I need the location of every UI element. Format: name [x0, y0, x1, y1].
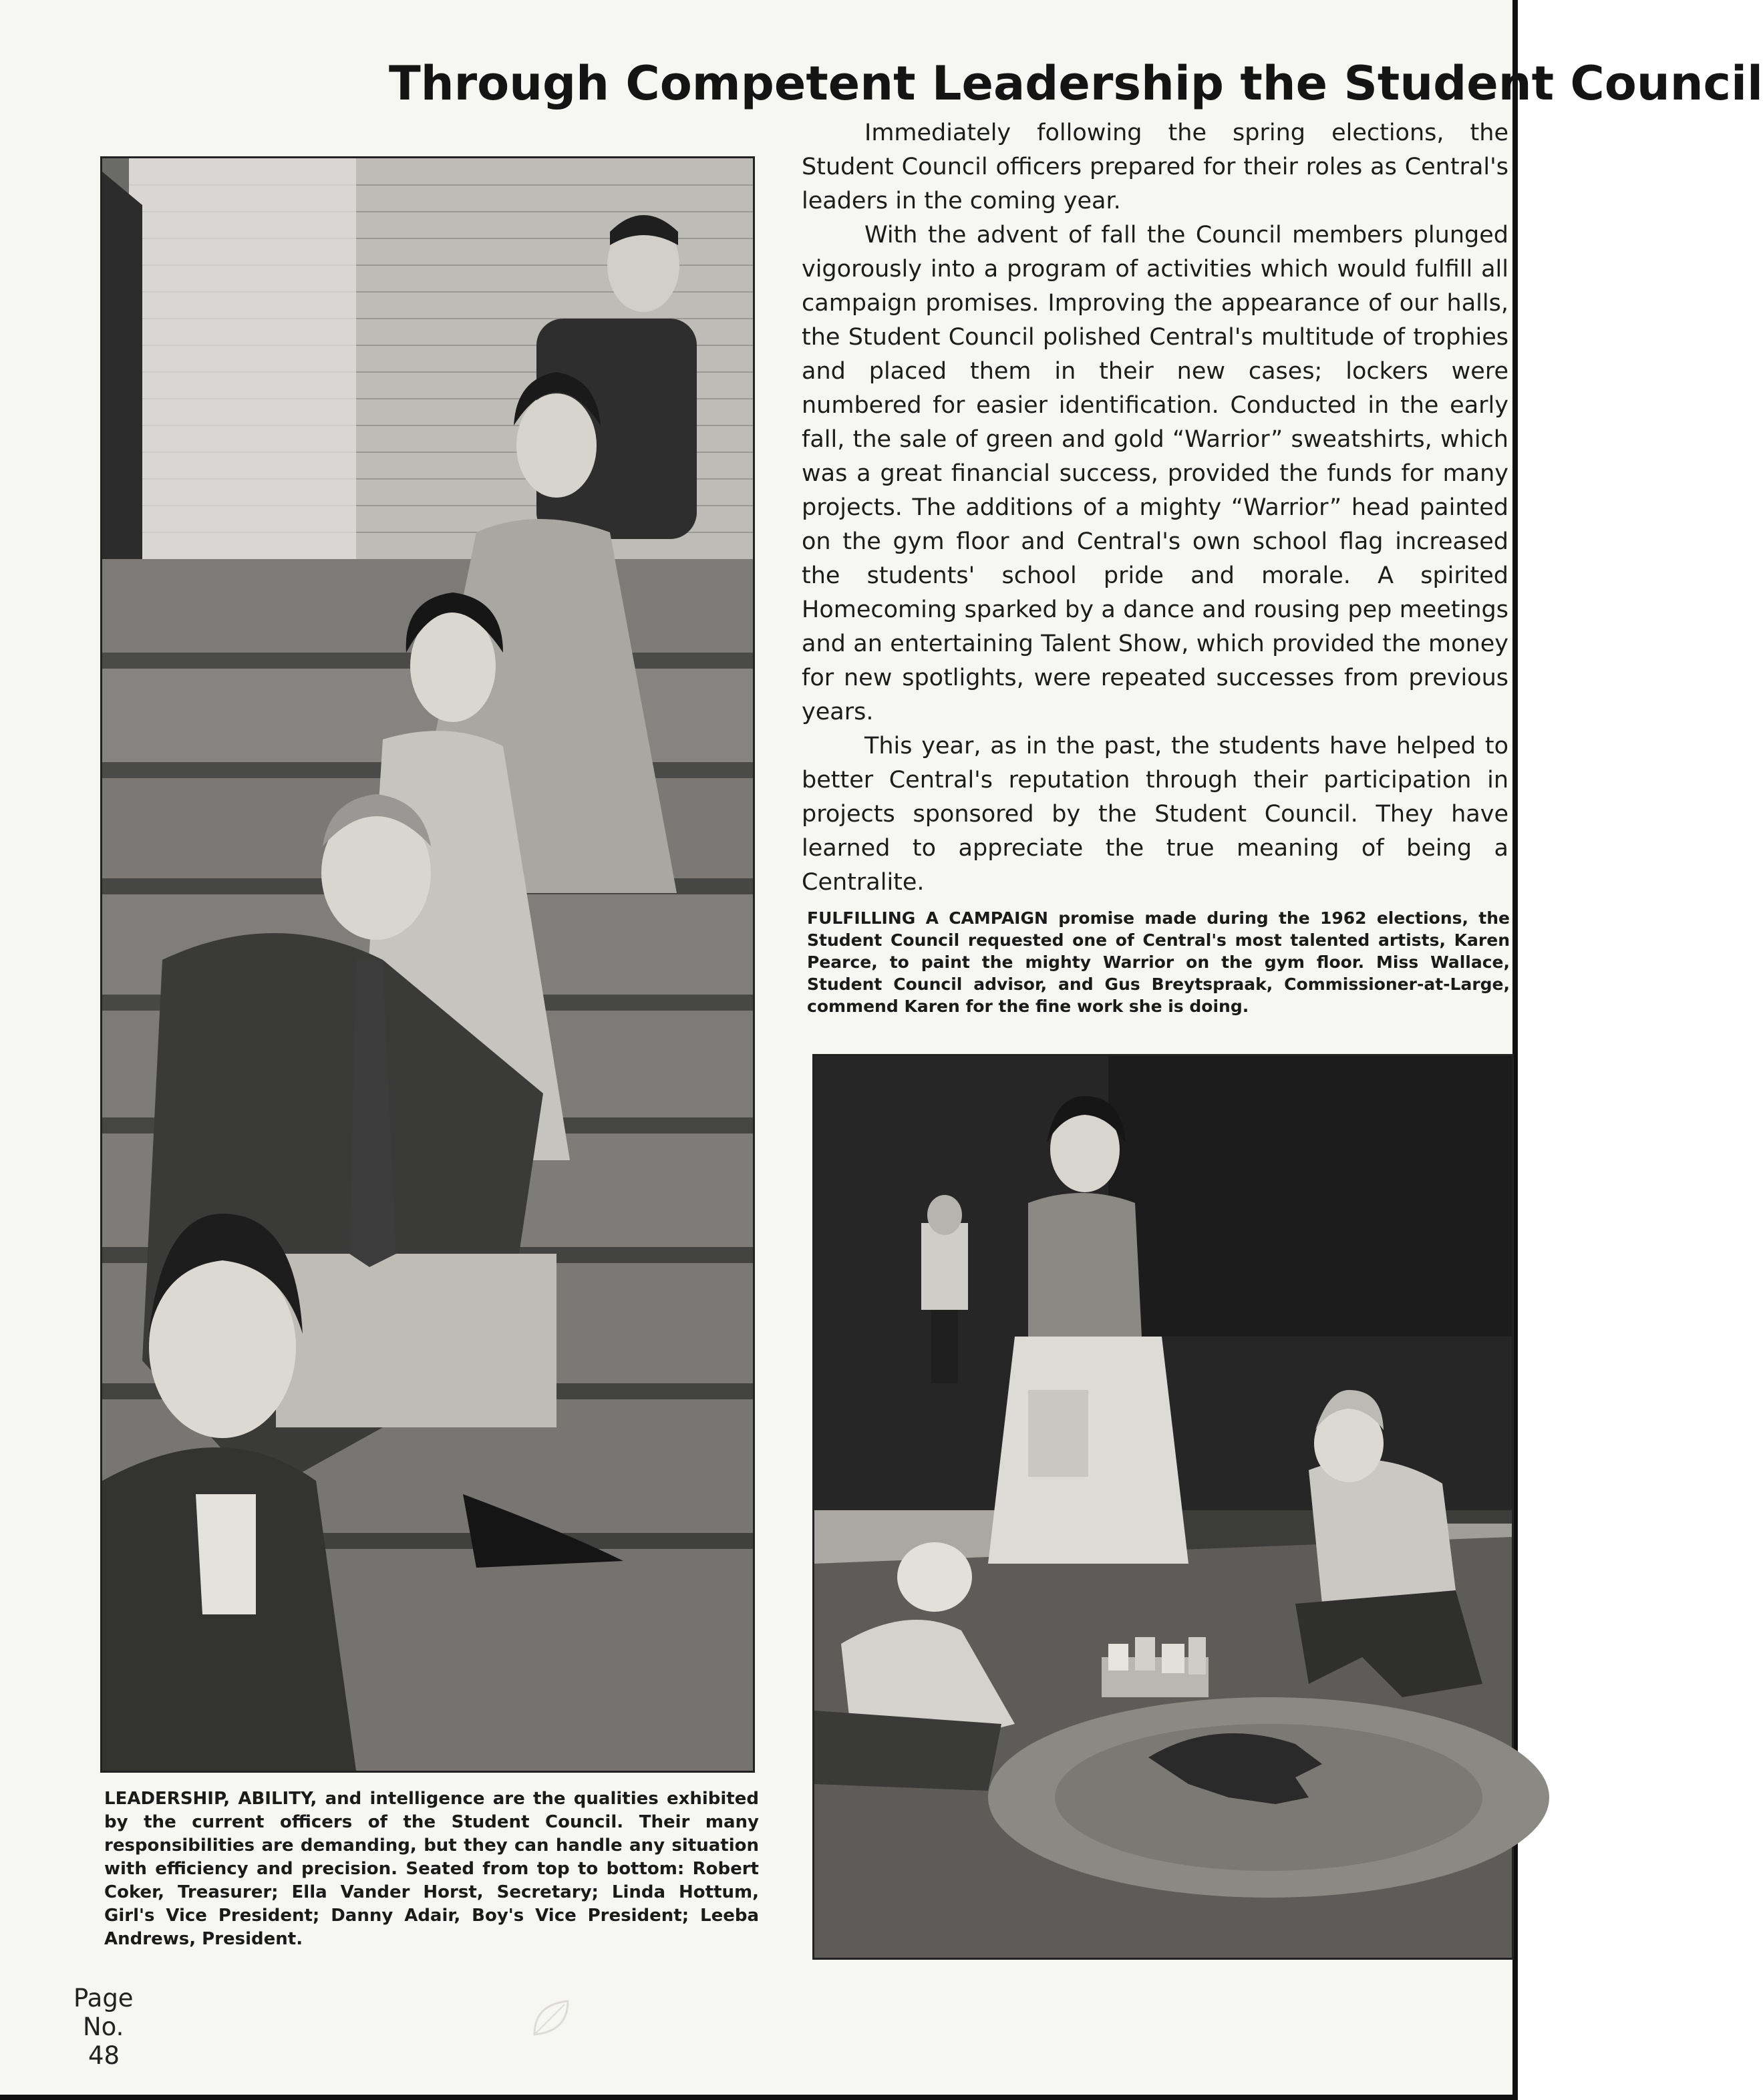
leaf-watermark-icon [528, 1994, 575, 2041]
officers-on-stairs-photo [100, 156, 755, 1773]
page-title: Through Competent Leadership the Student Council [389, 56, 1763, 111]
article-paragraph-1: Immediately following the spring elections, the Student Council officers prepared for their roles as Central's leaders in the coming year. [802, 120, 1508, 214]
caption-text: promise made during the 1962 elections, the Student Council requested one of Central's most talented artists, Karen Pearce, to paint the mighty Warrior on the gym floor. Miss Wallace, Student Council advisor, and Gus Breytspraak, Commissioner-at-Large, commend Karen for the fine work she is doing. [807, 908, 1510, 1016]
article-body [802, 116, 1508, 900]
photo-caption-left [104, 1787, 759, 1951]
page-number-value: 48 [88, 2041, 120, 2070]
gym-floor-painting-photo [812, 1054, 1514, 1960]
page-number-label: Page [73, 1984, 134, 2012]
photo-caption-right [807, 907, 1510, 1017]
caption-lead: FULFILLING A CAMPAIGN [807, 908, 1048, 928]
article-paragraph-2: With the advent of fall the Council members plunged vigorously into a program of activities which would fulfill all campaign promises. Improving the appearance of our halls, the Student Council polished Central's multitude of trophies and placed them in their new cases; lockers were numbered for easier identification. Conducted in the early fall, the sale of green and gold “Warrior” sweatshirts, which was a great financial success, provided the funds for many projects. The additions of a mighty “Warrior” head painted on the gym floor and Central's own school flag increased the students' school pride and morale. A spirited Homecoming sparked by a dance and rousing pep meetings and an entertaining Talent Show, which provided the money for new spotlights, were repeated successes from previous years. [802, 222, 1508, 725]
caption-text: and intelligence are the qualities exhibited by the current officers of the Student Council. Their many responsibilities are demanding, but they can handle any situation with efficiency and precision. Seated from top to bottom: Robert Coker, Treasurer; Ella Vander Horst, Secretary; Linda Hottum, Girl's Vice President; Danny Adair, Boy's Vice President; Leeba Andrews, President. [104, 1789, 759, 1949]
page-number-no-label: No. [83, 2012, 124, 2041]
article-paragraph-3: This year, as in the past, the students have helped to better Central's reputation through their participation in projects sponsored by the Student Council. They have learned to appreciate the true meaning of being a Centralite. [802, 733, 1508, 896]
caption-lead: LEADERSHIP, ABILITY, [104, 1789, 317, 1809]
page-number [73, 1984, 154, 2070]
